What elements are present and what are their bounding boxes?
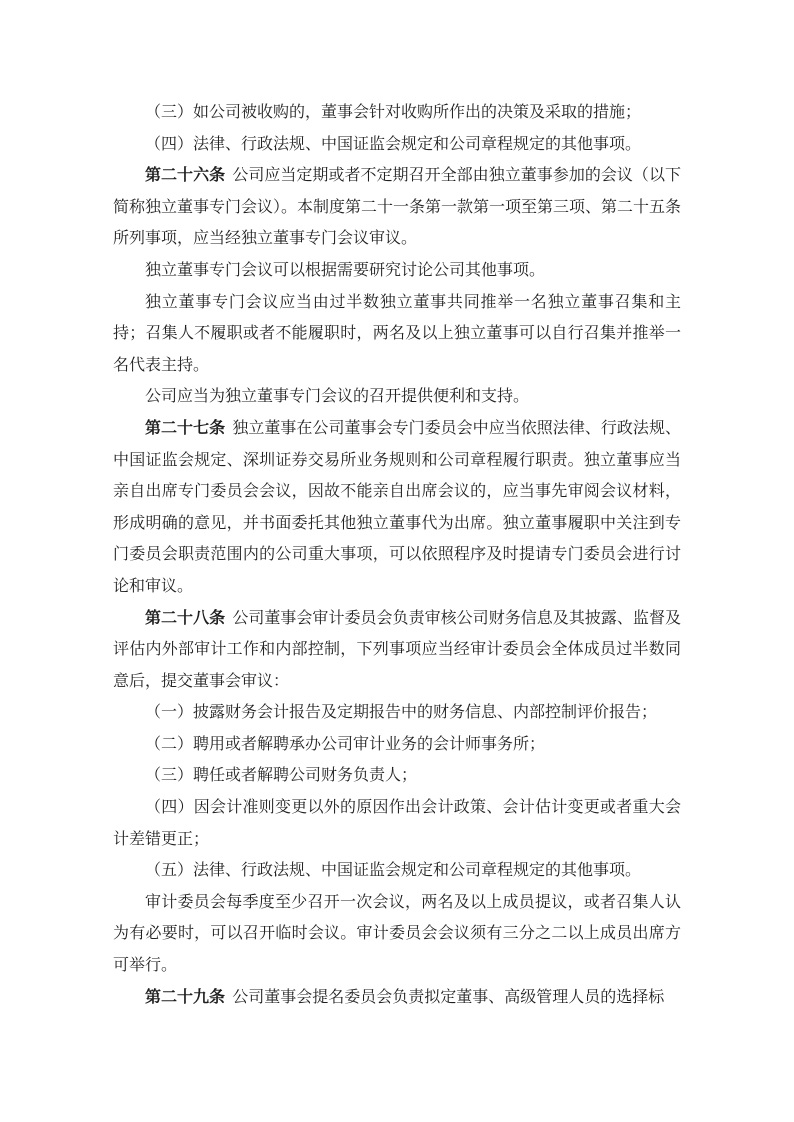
audit-clause-item-5 — [113, 854, 681, 886]
paragraph-text: 公司应当为独立董事专门会议的召开提供便利和支持。 — [145, 386, 530, 406]
document-body — [113, 96, 681, 1012]
article-26-number: 第二十六条 — [145, 165, 226, 185]
clause-item-4 — [113, 128, 681, 160]
paragraph-special-meeting-topics — [113, 254, 681, 286]
paragraph-company-support — [113, 380, 681, 412]
clause-text: （四）因会计准则变更以外的原因作出会计政策、会计估计变更或者重大会计差错更正； — [113, 797, 681, 848]
article-29-text: 公司董事会提名委员会负责拟定董事、高级管理人员的选择标 — [232, 986, 665, 1006]
clause-text: （三）如公司被收购的，董事会针对收购所作出的决策及采取的措施； — [145, 102, 642, 121]
paragraph-text: 独立董事专门会议应当由过半数独立董事共同推举一名独立董事召集和主持；召集人不履职或者不能履职时，两名及以上独立董事可以自行召集并推举一名代表主持。 — [113, 291, 681, 374]
article-28-number: 第二十八条 — [145, 607, 226, 627]
article-27-text: 独立董事在公司董事会专门委员会中应当依照法律、行政法规、中国证监会规定、深圳证券交易所业务规则和公司章程履行职责。独立董事应当亲自出席专门委员会会议，因故不能亲自出席会议的，应当事先审阅会议材料，形成明确的意见，并书面委托其他独立董事代为出席。独立董事履职中关注到专门委员会职责范围内的公司重大事项，可以依照程序及时提请专门委员会进行讨论和审议。 — [113, 417, 681, 595]
audit-clause-item-2 — [113, 728, 681, 760]
clause-item-3 — [113, 96, 681, 128]
clause-text: （二）聘用或者解聘承办公司审计业务的会计师事务所； — [145, 733, 546, 753]
clause-text: （三）聘任或者解聘公司财务负责人； — [145, 765, 418, 785]
clause-text: （五）法律、行政法规、中国证监会规定和公司章程规定的其他事项。 — [145, 860, 642, 880]
clause-text: （一）披露财务会计报告及定期报告中的财务信息、内部控制评价报告； — [145, 702, 658, 722]
paragraph-audit-meeting-frequency — [113, 886, 681, 981]
article-26-text: 公司应当定期或者不定期召开全部由独立董事参加的会议（以下简称独立董事专门会议）。本制度第二十一条第一款第一项至第三项、第二十五条所列事项，应当经独立董事专门会议审议。 — [113, 165, 682, 248]
article-26-paragraph — [113, 159, 681, 254]
clause-text: （四）法律、行政法规、中国证监会规定和公司章程规定的其他事项。 — [145, 133, 642, 153]
article-27-number: 第二十七条 — [145, 417, 226, 437]
article-28-paragraph — [113, 602, 681, 697]
article-29-number: 第二十九条 — [145, 986, 226, 1006]
audit-clause-item-3 — [113, 759, 681, 791]
article-27-paragraph — [113, 412, 681, 602]
audit-clause-item-1 — [113, 696, 681, 728]
paragraph-text: 审计委员会每季度至少召开一次会议，两名及以上成员提议，或者召集人认为有必要时，可以召开临时会议。审计委员会会议须有三分之二以上成员出席方可举行。 — [113, 891, 681, 975]
audit-clause-item-4 — [113, 791, 681, 854]
article-29-paragraph — [113, 981, 681, 1013]
paragraph-special-meeting-convener — [113, 286, 681, 381]
paragraph-text: 独立董事专门会议可以根据需要研究讨论公司其他事项。 — [145, 259, 546, 279]
article-28-text: 公司董事会审计委员会负责审核公司财务信息及其披露、监督及评估内外部审计工作和内部控制，下列事项应当经审计委员会全体成员过半数同意后，提交董事会审议： — [113, 607, 681, 690]
